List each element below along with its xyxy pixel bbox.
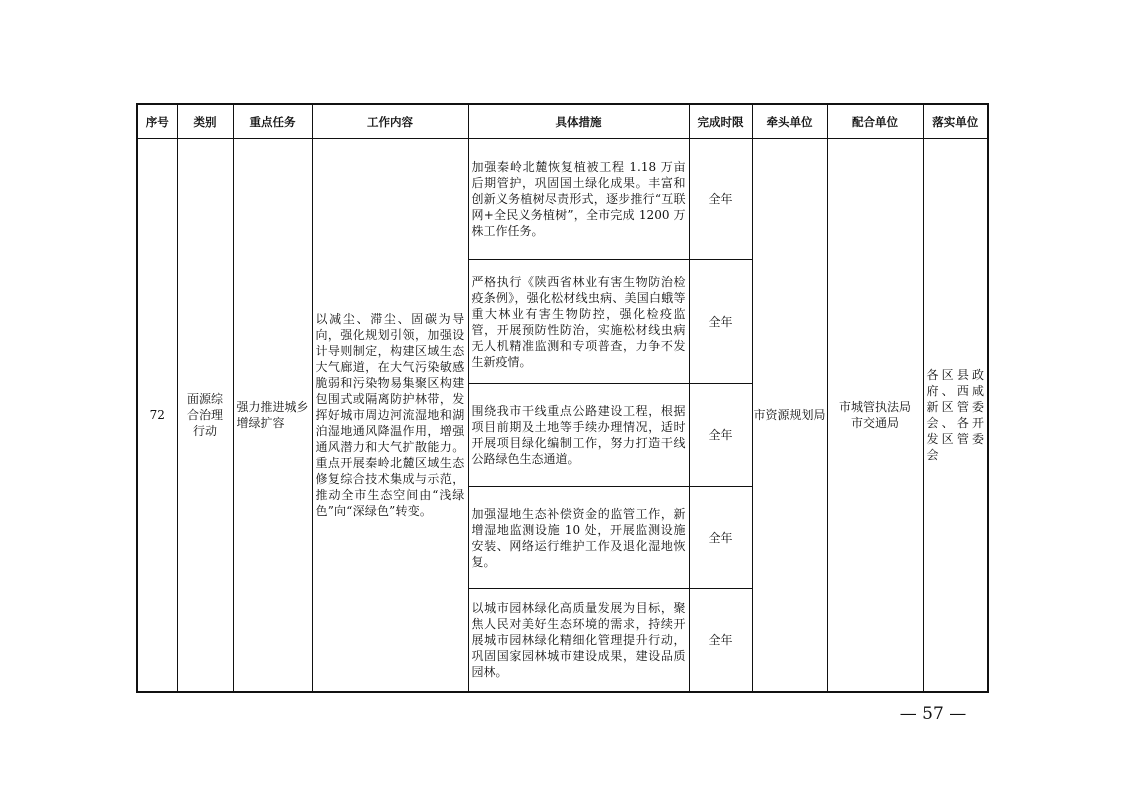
table-row — [137, 139, 988, 260]
header-key-task: 重点任务 — [233, 104, 312, 139]
measure-cell: 加强秦岭北麓恢复植被工程 1.18 万亩后期管护，巩固国土绿化成果。丰富和创新义务植树尽责形式，逐步推行“互联网+全民义务植树”，全市完成 1200 万株工作任务。 — [468, 139, 689, 260]
task-table — [136, 103, 989, 693]
row-impl-unit: 各区县政府、西咸新区管委会、各开发区管委会 — [923, 139, 988, 692]
header-measures: 具体措施 — [468, 104, 689, 139]
header-impl-unit: 落实单位 — [923, 104, 988, 139]
measure-cell: 加强湿地生态补偿资金的监管工作，新增湿地监测设施 10 处，开展监测设施安装、网络运行维护工作及退化湿地恢复。 — [468, 487, 689, 589]
deadline-cell: 全年 — [689, 589, 752, 692]
row-category: 面源综合治理行动 — [177, 139, 233, 692]
header-lead-unit: 牵头单位 — [752, 104, 827, 139]
header-work-content: 工作内容 — [312, 104, 468, 139]
header-deadline: 完成时限 — [689, 104, 752, 139]
row-number: 72 — [137, 139, 177, 692]
row-lead-unit: 市资源规划局 — [752, 139, 827, 692]
page-number: — 57 — — [899, 704, 967, 724]
row-coop-units — [827, 139, 923, 692]
measure-cell: 围绕我市干线重点公路建设工程，根据项目前期及土地等手续办理情况，适时开展项目绿化编制工作，努力打造干线公路绿色生态通道。 — [468, 384, 689, 487]
table-header-row — [137, 104, 988, 139]
header-coop-unit: 配合单位 — [827, 104, 923, 139]
coop-unit: 市城管执法局 — [838, 399, 911, 414]
deadline-cell: 全年 — [689, 260, 752, 384]
deadline-cell: 全年 — [689, 139, 752, 260]
deadline-cell: 全年 — [689, 487, 752, 589]
row-work-content: 以减尘、滞尘、固碳为导向，强化规划引领，加强设计导则制定，构建区域生态大气廊道，在大气污染敏感脆弱和污染物易集聚区构建包围式或隔离防护林带，发挥好城市周边河流湿地和湖泊湿地通风降温作用，增强通风潜力和大气扩散能力。重点开展秦岭北麓区域生态修复综合技术集成与示范，推动全市生态空间由“浅绿色”向“深绿色”转变。 — [312, 139, 468, 692]
coop-unit: 市交通局 — [850, 415, 899, 430]
header-category: 类别 — [177, 104, 233, 139]
measure-cell: 严格执行《陕西省林业有害生物防治检疫条例》，强化松材线虫病、美国白蛾等重大林业有害生物防控，强化检疫监管，开展预防性防治，实施松材线虫病无人机精准监测和专项普查，力争不发生新疫情。 — [468, 260, 689, 384]
deadline-cell: 全年 — [689, 384, 752, 487]
header-number: 序号 — [137, 104, 177, 139]
row-key-task: 强力推进城乡增绿扩容 — [233, 139, 312, 692]
measure-cell: 以城市园林绿化高质量发展为目标，聚焦人民对美好生态环境的需求，持续开展城市园林绿化精细化管理提升行动，巩固国家园林城市建设成果，建设品质园林。 — [468, 589, 689, 692]
